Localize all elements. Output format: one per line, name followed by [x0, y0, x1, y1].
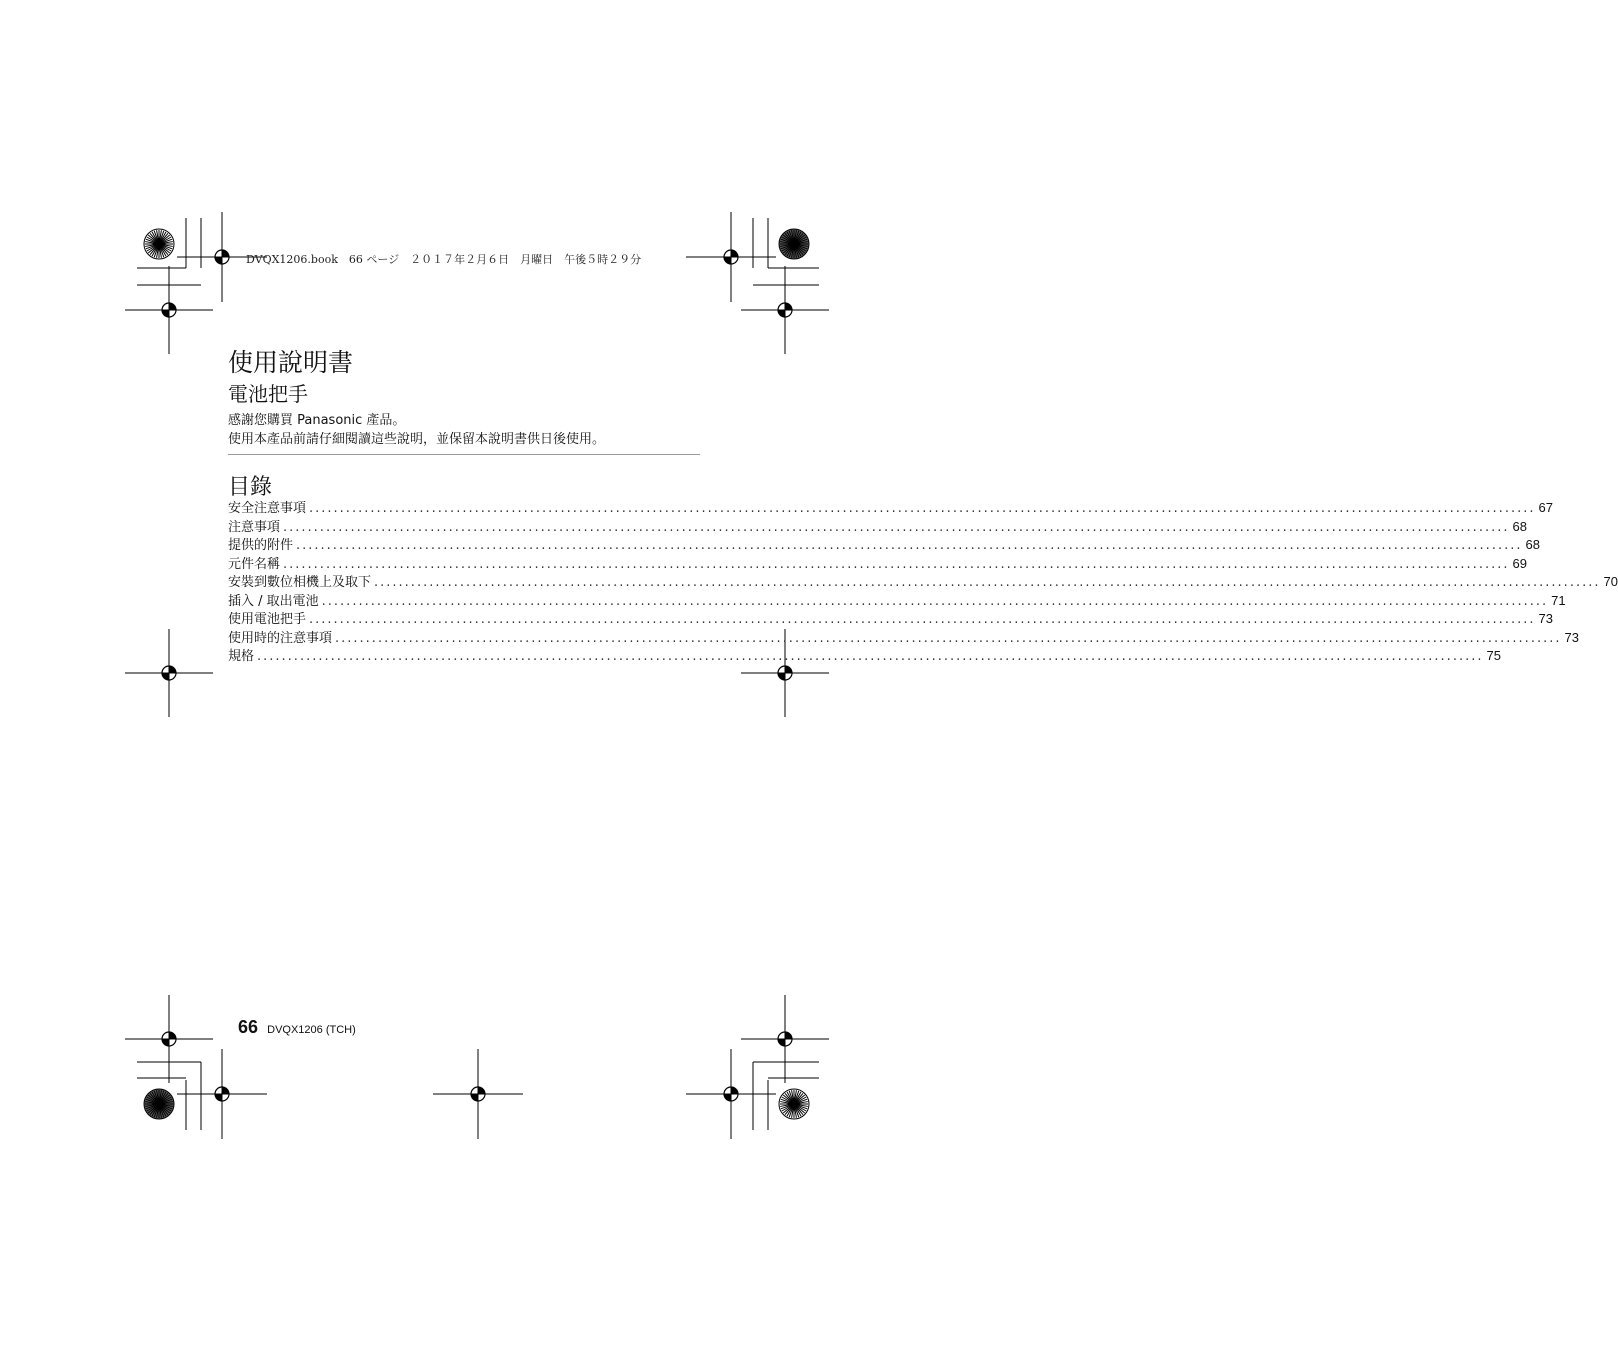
registration-target-quadrant: [724, 257, 731, 264]
registration-target-quadrant: [785, 666, 792, 673]
section-divider: [228, 454, 700, 455]
toc-heading: 目錄: [228, 475, 273, 500]
page-subtitle: 電池把手: [228, 382, 308, 406]
registration-target-quadrant: [731, 250, 738, 257]
table-of-contents: [228, 497, 1618, 664]
registration-target-quadrant: [215, 1094, 222, 1101]
toc-entry-page: 75: [1486, 648, 1501, 663]
toc-entry-label: 插入 / 取出電池: [228, 593, 319, 609]
toc-entry-label: 提供的附件: [228, 538, 294, 553]
toc-entry[interactable]: [228, 516, 1527, 535]
intro-line-2: 使用本產品前請仔細閱讀這些說明，並保留本說明書供日後使用。: [228, 432, 606, 447]
registration-target-quadrant: [785, 303, 792, 310]
toc-entry-page: 67: [1538, 500, 1553, 515]
toc-entry-page: 68: [1525, 537, 1540, 552]
registration-target-quadrant: [478, 1087, 485, 1094]
registration-target-quadrant: [731, 1087, 738, 1094]
toc-leader-dots: ........................................................................................................................................................................................................: [321, 593, 1549, 609]
toc-leader-dots: ........................................................................................................................................................................................................: [374, 575, 1601, 590]
print-header: DVQX1206.book 66 ページ ２０１７年２月６日 月曜日 午後５時２９分: [246, 253, 642, 266]
registration-target-quadrant: [162, 1039, 169, 1046]
registration-target-quadrant: [785, 1032, 792, 1039]
toc-leader-dots: ........................................................................................................................................................................................................: [335, 630, 1562, 646]
toc-entry-label: 安裝到數位相機上及取下: [228, 575, 372, 590]
page-footer: [238, 1017, 356, 1038]
registration-target-quadrant: [724, 1094, 731, 1101]
registration-target-quadrant: [215, 257, 222, 264]
starburst-center: [792, 242, 796, 246]
registration-target-quadrant: [222, 1087, 229, 1094]
registration-target-quadrant: [222, 250, 229, 257]
starburst-center: [792, 1102, 796, 1106]
toc-leader-dots: ........................................................................................................................................................................................................: [296, 538, 1523, 553]
toc-entry-page: 71: [1551, 592, 1566, 608]
registration-target-quadrant: [778, 673, 785, 680]
toc-entry[interactable]: [228, 590, 1566, 609]
document-code: DVQX1206 (TCH): [267, 1024, 356, 1036]
toc-leader-dots: ........................................................................................................................................................................................................: [309, 612, 1536, 627]
toc-entry[interactable]: [228, 627, 1579, 646]
toc-entry-label: 規格: [228, 649, 255, 664]
toc-entry[interactable]: [228, 497, 1553, 516]
toc-entry[interactable]: [228, 645, 1501, 664]
toc-entry[interactable]: [228, 571, 1618, 590]
toc-entry[interactable]: [228, 534, 1540, 553]
toc-leader-dots: ........................................................................................................................................................................................................: [257, 649, 1484, 664]
toc-entry-label: 使用時的注意事項: [228, 630, 333, 646]
registration-target-quadrant: [169, 1032, 176, 1039]
starburst-center: [157, 242, 161, 246]
starburst-center: [157, 1102, 161, 1106]
toc-entry-label: 注意事項: [228, 519, 281, 535]
registration-target-quadrant: [162, 673, 169, 680]
page-number: 66: [238, 1017, 259, 1037]
toc-leader-dots: ........................................................................................................................................................................................................: [283, 519, 1510, 535]
registration-target-quadrant: [778, 1039, 785, 1046]
toc-entry-page: 70: [1603, 574, 1618, 589]
registration-target-quadrant: [169, 666, 176, 673]
toc-entry[interactable]: [228, 608, 1553, 627]
toc-entry-label: 元件名稱: [228, 556, 281, 572]
registration-target-quadrant: [169, 303, 176, 310]
toc-entry-page: 69: [1512, 555, 1527, 571]
toc-leader-dots: ........................................................................................................................................................................................................: [309, 501, 1536, 516]
toc-entry[interactable]: [228, 553, 1527, 572]
toc-leader-dots: ........................................................................................................................................................................................................: [283, 556, 1510, 572]
page-title: 使用說明書: [228, 348, 354, 377]
toc-entry-page: 68: [1512, 518, 1527, 534]
toc-entry-page: 73: [1564, 629, 1579, 645]
registration-target-quadrant: [162, 310, 169, 317]
registration-target-quadrant: [471, 1094, 478, 1101]
toc-entry-label: 安全注意事項: [228, 501, 307, 516]
intro-line-1: 感謝您購買 Panasonic 產品。: [228, 413, 406, 428]
toc-entry-label: 使用電池把手: [228, 612, 307, 627]
toc-entry-page: 73: [1538, 611, 1553, 626]
registration-target-quadrant: [778, 310, 785, 317]
